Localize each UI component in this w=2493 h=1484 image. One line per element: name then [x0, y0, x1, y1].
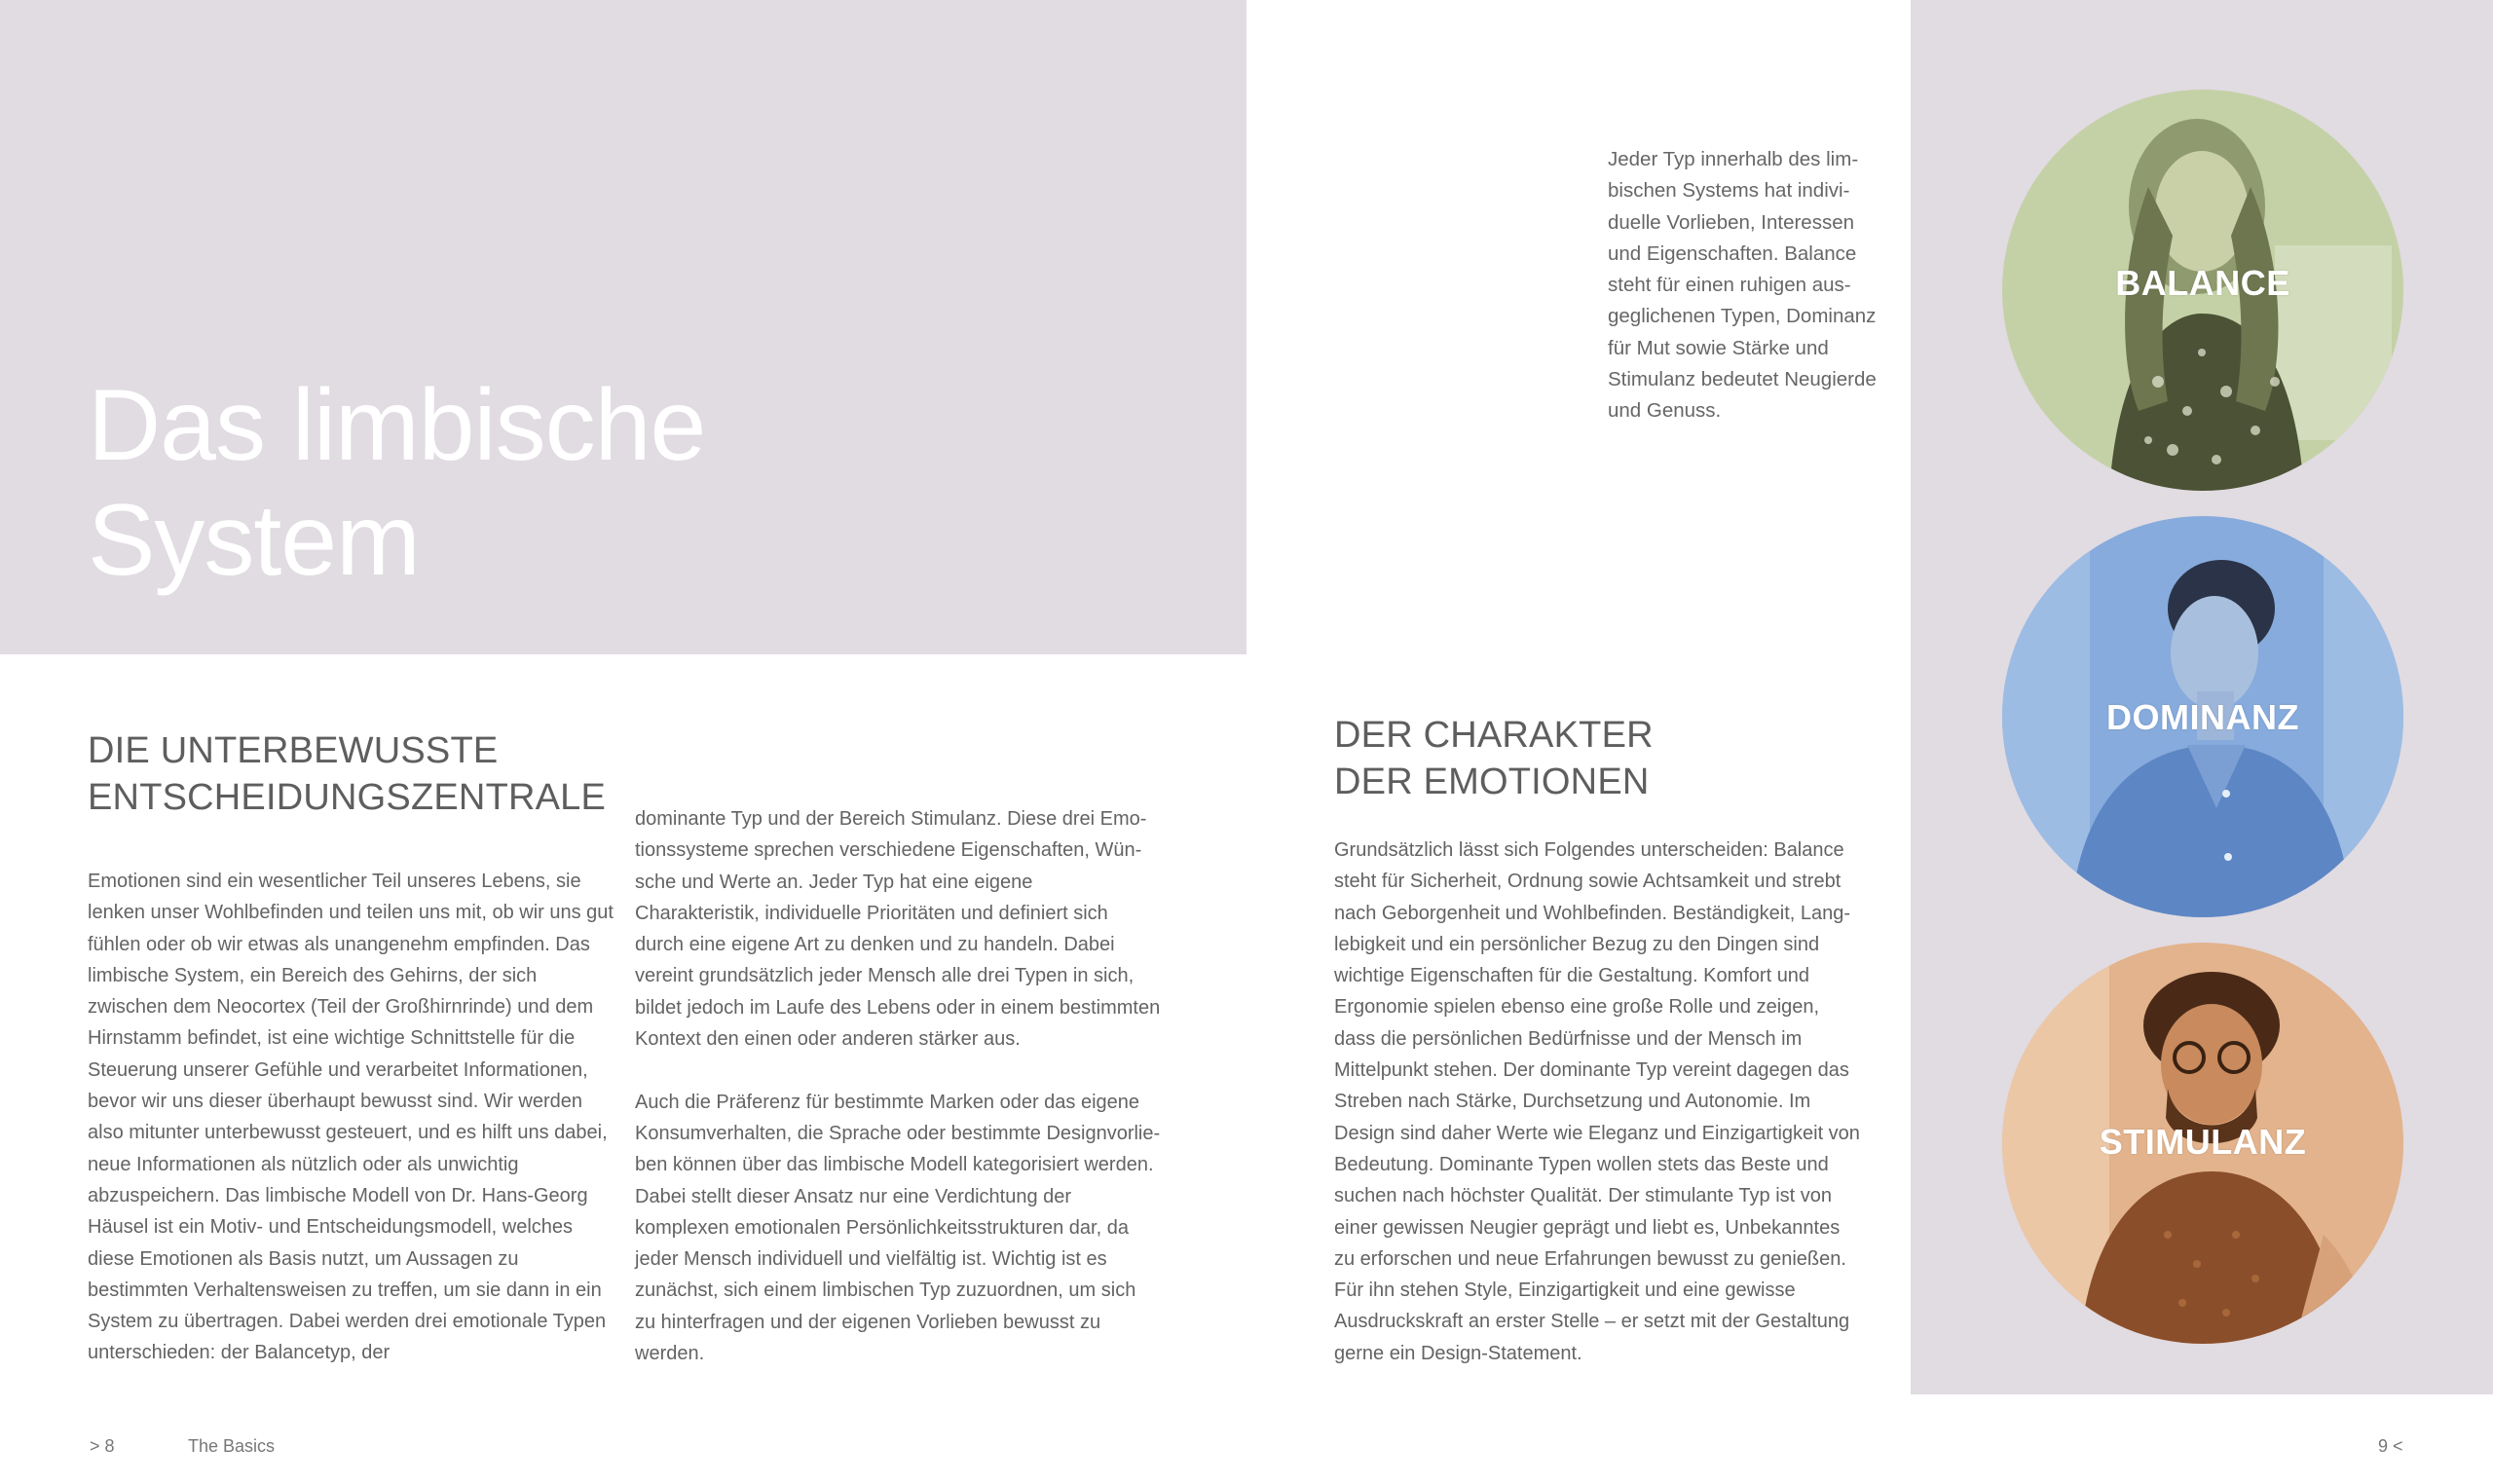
page-title-line1: Das limbische	[88, 369, 706, 482]
dominanz-label: DOMINANZ	[2106, 697, 2299, 737]
section1-heading	[88, 727, 606, 821]
section2-text: Grundsätzlich lässt sich Folgendes unterscheiden: Balance steht für Sicherheit, Ordnung sowie Achtsamkeit und strebt nach Geborgenheit und Wohlbefinden. Beständigkeit, Langlebigkeit und ein persönlicher Bezug zu den Dingen sind wichtige Eigenschaften für die Gestaltung. Komfort und Ergonomie spielen ebenso eine große Rolle und zeigen, dass die persönlichen Bedürfnisse und der Mensch im Mittelpunkt stehen. Der dominante Typ vereint dagegen das Streben nach Stärke, Durchsetzung und Autonomie. Im Design sind daher Werte wie Eleganz und Einzigartigkeit von Bedeutung. Dominante Typen wollen stets das Beste und suchen nach höchster Qualität. Der stimulante Typ ist von einer gewissen Neugier geprägt und liebt es, Unbekanntes zu erforschen und neue Erfahrungen bewusst zu genießen. Für ihn stehen Style, Einzigartigkeit und eine gewisse Ausdruckskraft an erster Stelle – er setzt mit der Gestaltung gerne ein Design-Statement.	[1334, 839, 1860, 1364]
section2-heading-line2: DER EMOTIONEN	[1334, 761, 1650, 802]
section2-column	[1334, 835, 1860, 1369]
section1-heading-line1: DIE UNTERBEWUSSTE	[88, 730, 499, 771]
dominanz-portrait	[2002, 516, 2403, 917]
section2-heading-line1: DER CHARAKTER	[1334, 715, 1654, 756]
stimulanz-label: STIMULANZ	[2099, 1122, 2307, 1162]
section1-column1	[88, 866, 614, 1369]
section1-column2	[635, 803, 1161, 1369]
section1-heading-line2: ENTSCHEIDUNGSZENTRALE	[88, 777, 607, 818]
section1-column2-para1: dominante Typ und der Bereich Stimulanz. Diese drei Emotionssysteme sprechen verschiedene Eigenschaften, Wünsche und Werte an. Jeder Typ hat eine eigene Charakteristik, individuelle Prioritäten und definiert sich durch eine eigene Art zu denken und zu handeln. Dabei vereint grundsätzlich jeder Mensch alle drei Typen in sich, bildet jedoch im Laufe des Lebens oder in einem bestimmten Kontext den einen oder anderen stärker aus.	[635, 808, 1161, 1051]
footer-right-page-number: 9 <	[2378, 1436, 2403, 1456]
page-title	[88, 368, 705, 598]
balance-portrait	[2002, 90, 2403, 491]
footer-left-page-number: > 8	[90, 1436, 115, 1456]
page-title-line2: System	[88, 484, 420, 597]
balance-label: BALANCE	[2115, 263, 2290, 303]
footer-section-name: The Basics	[188, 1436, 276, 1456]
stimulanz-portrait	[2002, 943, 2403, 1344]
section2-heading	[1334, 712, 1654, 805]
section1-column1-text: Emotionen sind ein wesentlicher Teil unseres Lebens, sie lenken unser Wohlbefinden und teilen uns mit, ob wir uns gut fühlen oder ob wir etwas als unangenehm empfinden. Das limbische System, ein Bereich des Gehirns, der sich zwischen dem Neocortex (Teil der Großhirnrinde) und dem Hirnstamm befindet, ist eine wichtige Schnittstelle für die Steuerung unserer Gefühle und verarbeitet Informationen, bevor wir uns dieser überhaupt bewusst sind. Wir werden also mitunter unterbewusst gesteuert, und es hilft uns dabei, neue Informationen als nützlich oder als unwichtig abzuspeichern. Das limbische Modell von Dr. Hans-Georg Häusel ist ein Motiv- und Entscheidungsmodell, welches diese Emotionen als Basis nutzt, um Aussagen zu bestimmten Verhaltensweisen zu treffen, um sie dann in ein System zu übertragen. Dabei werden drei emotionale Typen unterschieden: der Balancetyp, der	[88, 871, 614, 1364]
intro-text: Jeder Typ innerhalb des limbischen Systems hat individuelle Vorlieben, Interessen und Eigenschaften. Balance steht für einen ruhigen ausgeglichenen Typen, Dominanz für Mut sowie Stärke und Stimulanz bedeutet Neugierde und Genuss.	[1608, 148, 1877, 423]
section1-column2-para2: Auch die Präferenz für bestimmte Marken oder das eigene Konsumverhalten, die Sprache oder bestimmte Designvorlieben können über das limbische Modell kategorisiert werden. Dabei stellt dieser Ansatz nur eine Verdichtung der komplexen emotionalen Persönlichkeitsstrukturen dar, da jeder Mensch individuell und vielfältig ist. Wichtig ist es zunächst, sich einem limbischen Typ zuzuordnen, um sich zu hinterfragen und der eigenen Vorlieben bewusst zu werden.	[635, 1091, 1161, 1365]
